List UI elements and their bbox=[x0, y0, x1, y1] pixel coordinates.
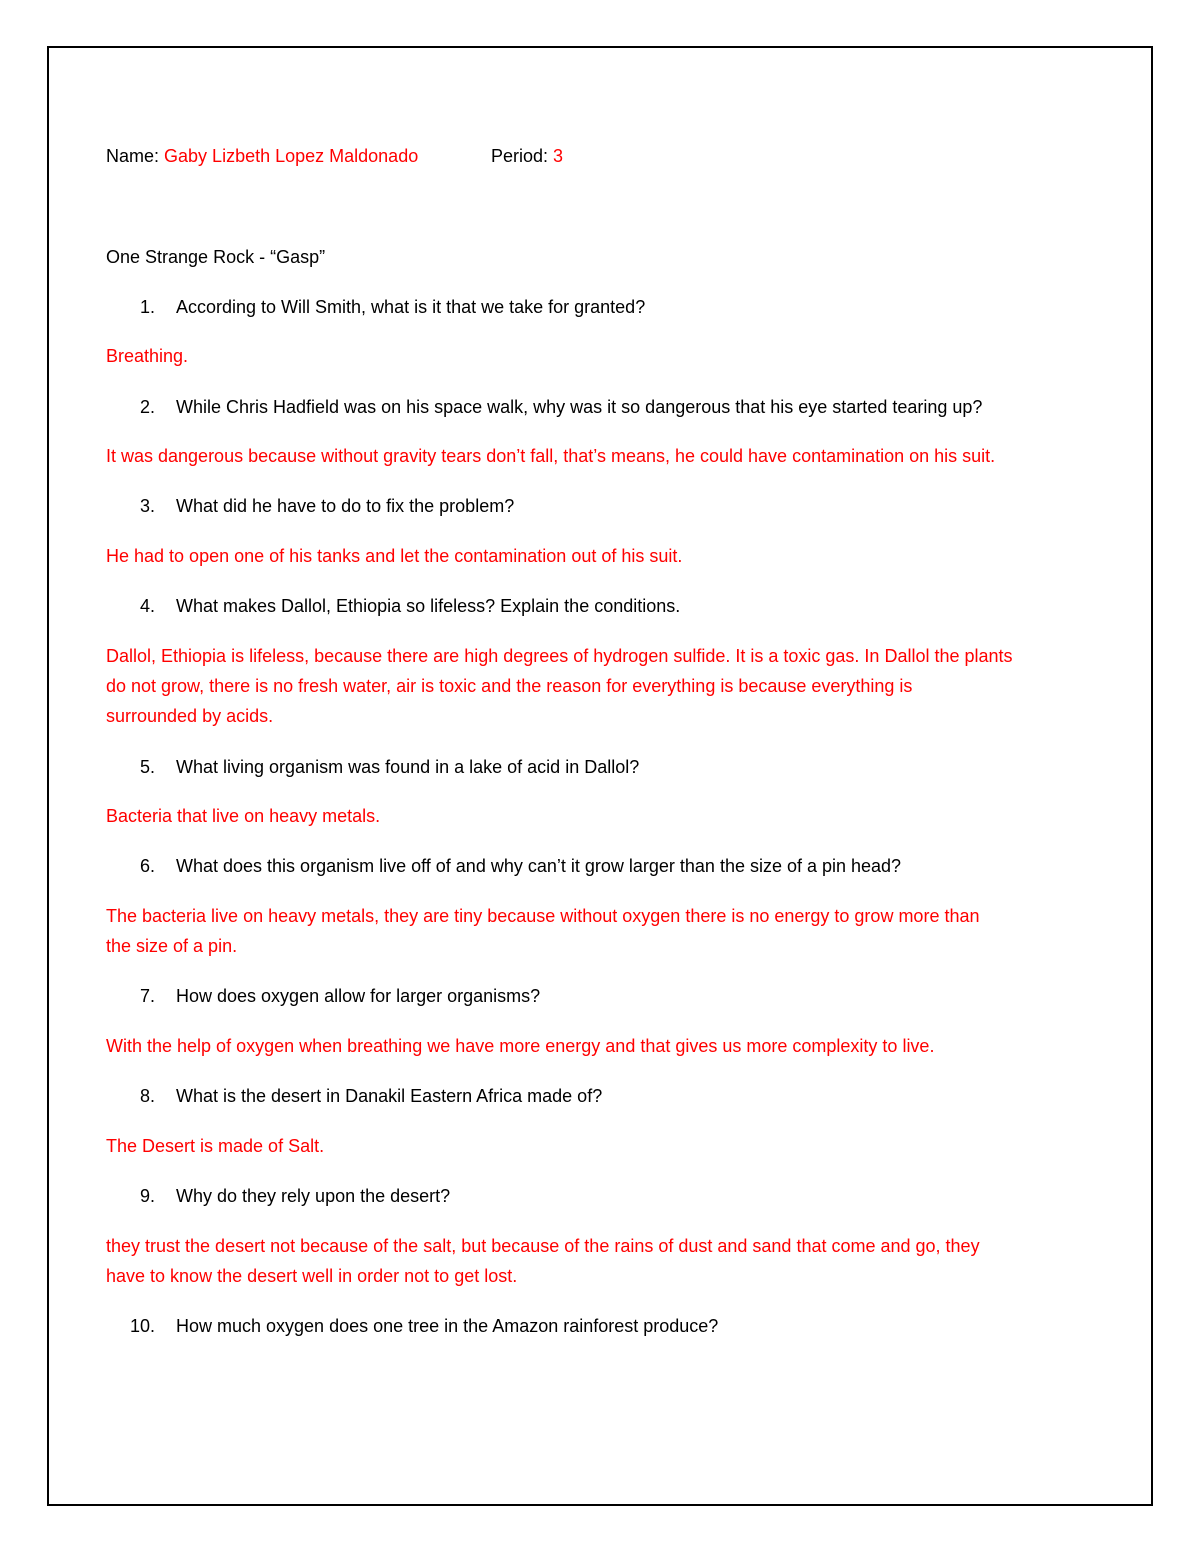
name-label: Name: bbox=[106, 146, 165, 166]
question-number: 8. bbox=[140, 1086, 156, 1106]
answer-line: do not grow, there is no fresh water, air is toxic and the reason for everything is because everything is bbox=[106, 676, 913, 696]
answer-line: Dallol, Ethiopia is lifeless, because there are high degrees of hydrogen sulfide. It is a toxic gas. In Dallol the plants bbox=[106, 646, 1013, 666]
question-text: What is the desert in Danakil Eastern Africa made of? bbox=[176, 1086, 603, 1106]
question-text: What makes Dallol, Ethiopia so lifeless? Explain the conditions. bbox=[176, 596, 681, 616]
question-text: Why do they rely upon the desert? bbox=[176, 1186, 451, 1206]
answer-line: Breathing. bbox=[106, 346, 189, 366]
question-number: 4. bbox=[140, 596, 156, 616]
question-number: 9. bbox=[140, 1186, 156, 1206]
question-number: 10. bbox=[130, 1316, 156, 1336]
question-number: 3. bbox=[140, 496, 156, 516]
answer-line: have to know the desert well in order not to get lost. bbox=[106, 1266, 518, 1286]
question-text: What does this organism live off of and why can’t it grow larger than the size of a pin head? bbox=[176, 856, 902, 876]
question-text: While Chris Hadfield was on his space walk, why was it so dangerous that his eye started tearing up? bbox=[176, 397, 983, 417]
answer-line: the size of a pin. bbox=[106, 936, 238, 956]
question-number: 1. bbox=[140, 297, 156, 317]
period-line bbox=[491, 145, 563, 167]
period-label: Period: bbox=[491, 146, 554, 166]
answer-line: He had to open one of his tanks and let the contamination out of his suit. bbox=[106, 546, 683, 566]
answer-line: With the help of oxygen when breathing we have more energy and that gives us more complexity to live. bbox=[106, 1036, 935, 1056]
question-text: How does oxygen allow for larger organisms? bbox=[176, 986, 541, 1006]
name-line bbox=[106, 145, 418, 167]
question-number: 6. bbox=[140, 856, 156, 876]
answer-line: surrounded by acids. bbox=[106, 706, 274, 726]
question-text: How much oxygen does one tree in the Amazon rainforest produce? bbox=[176, 1316, 719, 1336]
answer-line: It was dangerous because without gravity tears don’t fall, that’s means, he could have contamination on his suit. bbox=[106, 446, 996, 466]
question-number: 2. bbox=[140, 397, 156, 417]
worksheet-title: One Strange Rock - “Gasp” bbox=[106, 247, 326, 267]
question-number: 5. bbox=[140, 757, 156, 777]
question-text: What living organism was found in a lake of acid in Dallol? bbox=[176, 757, 640, 777]
question-number: 7. bbox=[140, 986, 156, 1006]
answer-line: The Desert is made of Salt. bbox=[106, 1136, 325, 1156]
answer-line: The bacteria live on heavy metals, they are tiny because without oxygen there is no energy to grow more than bbox=[106, 906, 980, 926]
question-text: According to Will Smith, what is it that we take for granted? bbox=[176, 297, 646, 317]
question-text: What did he have to do to fix the problem? bbox=[176, 496, 515, 516]
answer-line: they trust the desert not because of the salt, but because of the rains of dust and sand that come and go, they bbox=[106, 1236, 980, 1256]
period-value: 3 bbox=[553, 146, 564, 166]
student-name: Gaby Lizbeth Lopez Maldonado bbox=[164, 146, 419, 166]
answer-line: Bacteria that live on heavy metals. bbox=[106, 806, 381, 826]
